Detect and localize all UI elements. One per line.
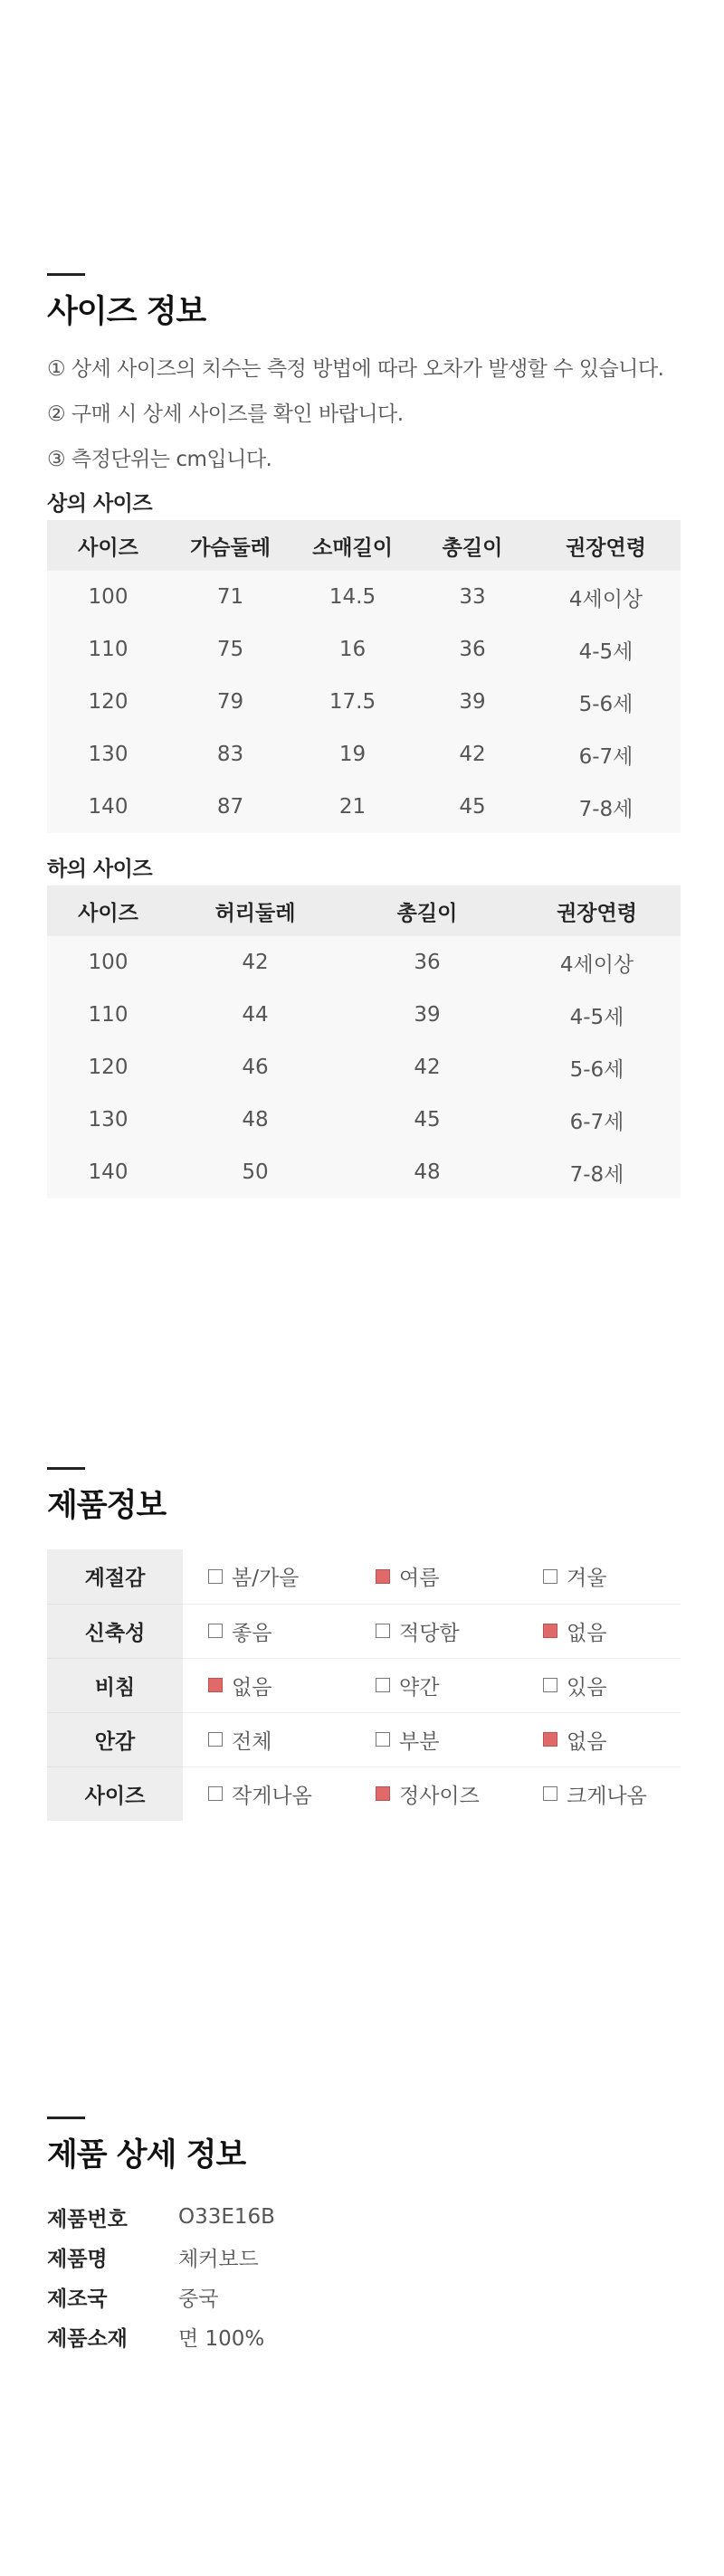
table-cell: 83 bbox=[216, 743, 244, 766]
table-cell: 5-6세 bbox=[578, 692, 634, 716]
checkbox-option bbox=[208, 1616, 272, 1646]
table-cell: 33 bbox=[459, 585, 486, 609]
table-cell: 4-5세 bbox=[569, 1005, 624, 1029]
option-label: 없음 bbox=[232, 1675, 272, 1700]
top-size-title: 상의 사이즈 bbox=[47, 492, 153, 516]
table-cell: 140 bbox=[88, 1160, 129, 1184]
info-option bbox=[183, 1712, 350, 1766]
table-cell: 75 bbox=[216, 638, 244, 661]
table-cell: 46 bbox=[242, 1056, 269, 1079]
table-header: 총길이 bbox=[414, 520, 531, 571]
table-cell: 130 bbox=[88, 1108, 129, 1132]
table-cell: 17.5 bbox=[329, 690, 376, 714]
checked-box-icon bbox=[543, 1624, 557, 1638]
detail-key: 제조국 bbox=[47, 2287, 108, 2311]
table-cell: 100 bbox=[88, 585, 129, 609]
info-option bbox=[350, 1549, 518, 1604]
product-detail-title: 제품 상세 정보 bbox=[47, 2137, 246, 2174]
table-header: 허리둘레 bbox=[169, 886, 341, 936]
checkbox-option bbox=[376, 1725, 439, 1755]
option-label: 있음 bbox=[567, 1675, 607, 1700]
table-header: 가슴둘레 bbox=[169, 520, 291, 571]
info-option bbox=[518, 1658, 681, 1712]
title-accent-bar bbox=[47, 1467, 85, 1470]
detail-value: 면 100% bbox=[178, 2326, 265, 2351]
table-cell: 42 bbox=[459, 743, 486, 766]
bottom-size-title: 하의 사이즈 bbox=[47, 857, 153, 881]
table-cell: 79 bbox=[216, 690, 244, 714]
table-cell: 16 bbox=[338, 638, 367, 661]
table-cell: 36 bbox=[459, 638, 486, 661]
option-label: 없음 bbox=[567, 1621, 607, 1645]
info-option bbox=[350, 1604, 518, 1658]
table-row bbox=[47, 1094, 681, 1146]
table-row bbox=[47, 936, 681, 989]
table-cell: 48 bbox=[242, 1108, 269, 1132]
table-header: 사이즈 bbox=[47, 886, 169, 936]
table-cell: 130 bbox=[88, 743, 129, 766]
checkbox-option bbox=[376, 1561, 439, 1591]
unchecked-box-icon bbox=[208, 1569, 223, 1584]
table-cell: 110 bbox=[88, 638, 129, 661]
info-option bbox=[518, 1604, 681, 1658]
checked-box-icon bbox=[543, 1732, 557, 1747]
unchecked-box-icon bbox=[543, 1569, 557, 1584]
checkbox-option bbox=[208, 1561, 299, 1591]
detail-key: 제품번호 bbox=[47, 2207, 128, 2231]
table-row bbox=[47, 728, 681, 781]
checkbox-option bbox=[208, 1671, 272, 1700]
option-label: 봄/가을 bbox=[232, 1567, 300, 1591]
detail-key: 제품명 bbox=[47, 2247, 108, 2271]
bottom-size-table bbox=[47, 886, 681, 1198]
title-accent-bar bbox=[47, 2117, 85, 2119]
detail-row bbox=[47, 2316, 681, 2356]
table-header: 권장연령 bbox=[513, 886, 681, 936]
detail-row bbox=[47, 2277, 681, 2316]
product-info-section bbox=[47, 1467, 681, 1821]
size-note: ① 상세 사이즈의 치수는 측정 방법에 따라 오차가 발생할 수 있습니다. bbox=[47, 357, 664, 381]
option-label: 작게나옴 bbox=[232, 1784, 312, 1808]
table-cell: 71 bbox=[216, 585, 244, 609]
product-detail-section bbox=[47, 2117, 681, 2356]
table-row bbox=[47, 1146, 681, 1198]
top-size-table bbox=[47, 520, 681, 833]
info-label: 안감 bbox=[47, 1712, 183, 1766]
checkbox-option bbox=[543, 1725, 606, 1755]
table-cell: 6-7세 bbox=[569, 1110, 624, 1134]
checked-box-icon bbox=[208, 1678, 223, 1692]
info-option bbox=[183, 1549, 350, 1604]
table-cell: 14.5 bbox=[329, 585, 376, 609]
table-cell: 120 bbox=[88, 1056, 129, 1079]
checkbox-option bbox=[543, 1779, 647, 1809]
detail-row bbox=[47, 2197, 681, 2237]
info-option bbox=[518, 1766, 681, 1821]
table-cell: 120 bbox=[88, 690, 129, 714]
option-label: 정사이즈 bbox=[399, 1784, 480, 1808]
table-row bbox=[47, 1041, 681, 1094]
info-option bbox=[183, 1658, 350, 1712]
detail-row bbox=[47, 2237, 681, 2277]
info-row bbox=[47, 1658, 681, 1712]
table-cell: 7-8세 bbox=[569, 1162, 624, 1187]
product-info-table bbox=[47, 1549, 681, 1821]
unchecked-box-icon bbox=[208, 1732, 223, 1747]
size-note: ② 구매 시 상세 사이즈를 확인 바랍니다. bbox=[47, 402, 404, 426]
table-cell: 39 bbox=[459, 690, 486, 714]
table-cell: 19 bbox=[338, 743, 367, 766]
info-row bbox=[47, 1766, 681, 1821]
checkbox-option bbox=[543, 1671, 606, 1700]
table-cell: 50 bbox=[242, 1160, 269, 1184]
table-cell: 5-6세 bbox=[569, 1057, 624, 1082]
title-accent-bar bbox=[47, 273, 85, 276]
detail-value: 체커보드 bbox=[178, 2247, 259, 2271]
info-option bbox=[350, 1766, 518, 1821]
size-info-title: 사이즈 정보 bbox=[47, 294, 206, 330]
table-cell: 110 bbox=[88, 1003, 129, 1027]
table-cell: 140 bbox=[88, 795, 129, 819]
table-cell: 48 bbox=[414, 1160, 441, 1184]
table-cell: 45 bbox=[414, 1108, 441, 1132]
unchecked-box-icon bbox=[376, 1732, 390, 1747]
info-option bbox=[350, 1658, 518, 1712]
checked-box-icon bbox=[376, 1786, 390, 1801]
checkbox-option bbox=[543, 1561, 606, 1591]
option-label: 겨울 bbox=[567, 1567, 607, 1591]
table-row bbox=[47, 781, 681, 833]
table-cell: 39 bbox=[414, 1003, 441, 1027]
table-header: 권장연령 bbox=[531, 520, 681, 571]
unchecked-box-icon bbox=[543, 1678, 557, 1692]
info-label: 신축성 bbox=[47, 1604, 183, 1658]
table-cell: 21 bbox=[338, 795, 367, 819]
table-cell: 7-8세 bbox=[578, 797, 634, 821]
size-note: ③ 측정단위는 cm입니다. bbox=[47, 448, 272, 471]
table-cell: 4세이상 bbox=[559, 952, 634, 977]
option-label: 전체 bbox=[232, 1729, 272, 1754]
unchecked-box-icon bbox=[376, 1624, 390, 1638]
detail-value: 중국 bbox=[178, 2287, 219, 2311]
unchecked-box-icon bbox=[208, 1786, 223, 1801]
detail-value: O33E16B bbox=[178, 2205, 275, 2229]
checkbox-option bbox=[208, 1725, 272, 1755]
option-label: 약간 bbox=[399, 1675, 440, 1700]
table-cell: 36 bbox=[414, 951, 441, 974]
table-cell: 4-5세 bbox=[578, 639, 634, 664]
info-option bbox=[518, 1712, 681, 1766]
table-row bbox=[47, 623, 681, 676]
info-row bbox=[47, 1712, 681, 1766]
table-cell: 100 bbox=[88, 951, 129, 974]
table-cell: 6-7세 bbox=[578, 744, 634, 769]
info-label: 비침 bbox=[47, 1658, 183, 1712]
table-cell: 45 bbox=[459, 795, 486, 819]
unchecked-box-icon bbox=[376, 1678, 390, 1692]
checkbox-option bbox=[376, 1671, 439, 1700]
table-row bbox=[47, 571, 681, 623]
info-label: 계절감 bbox=[47, 1549, 183, 1604]
table-cell: 87 bbox=[216, 795, 244, 819]
table-cell: 4세이상 bbox=[568, 587, 643, 611]
info-option bbox=[518, 1549, 681, 1604]
detail-key: 제품소재 bbox=[47, 2326, 128, 2351]
info-row bbox=[47, 1549, 681, 1604]
table-cell: 42 bbox=[242, 951, 269, 974]
checkbox-option bbox=[376, 1616, 460, 1646]
size-info-section bbox=[47, 273, 681, 1198]
option-label: 없음 bbox=[567, 1729, 607, 1754]
info-option bbox=[183, 1604, 350, 1658]
info-row bbox=[47, 1604, 681, 1658]
size-notes bbox=[47, 346, 681, 482]
table-header: 사이즈 bbox=[47, 520, 169, 571]
info-option bbox=[183, 1766, 350, 1821]
checked-box-icon bbox=[376, 1569, 390, 1584]
unchecked-box-icon bbox=[208, 1624, 223, 1638]
info-option bbox=[350, 1712, 518, 1766]
table-header: 소매길이 bbox=[291, 520, 414, 571]
table-header: 총길이 bbox=[341, 886, 513, 936]
checkbox-option bbox=[376, 1779, 480, 1809]
product-info-title: 제품정보 bbox=[47, 1488, 167, 1524]
table-row bbox=[47, 989, 681, 1041]
option-label: 크게나옴 bbox=[567, 1784, 647, 1808]
table-row bbox=[47, 676, 681, 728]
table-cell: 42 bbox=[414, 1056, 441, 1079]
option-label: 좋음 bbox=[232, 1621, 272, 1645]
option-label: 적당함 bbox=[399, 1621, 460, 1645]
option-label: 부분 bbox=[399, 1729, 440, 1754]
option-label: 여름 bbox=[399, 1567, 440, 1591]
checkbox-option bbox=[208, 1779, 312, 1809]
info-label: 사이즈 bbox=[47, 1766, 183, 1821]
unchecked-box-icon bbox=[543, 1786, 557, 1801]
checkbox-option bbox=[543, 1616, 606, 1646]
table-cell: 44 bbox=[242, 1003, 269, 1027]
product-detail-list bbox=[47, 2197, 681, 2356]
